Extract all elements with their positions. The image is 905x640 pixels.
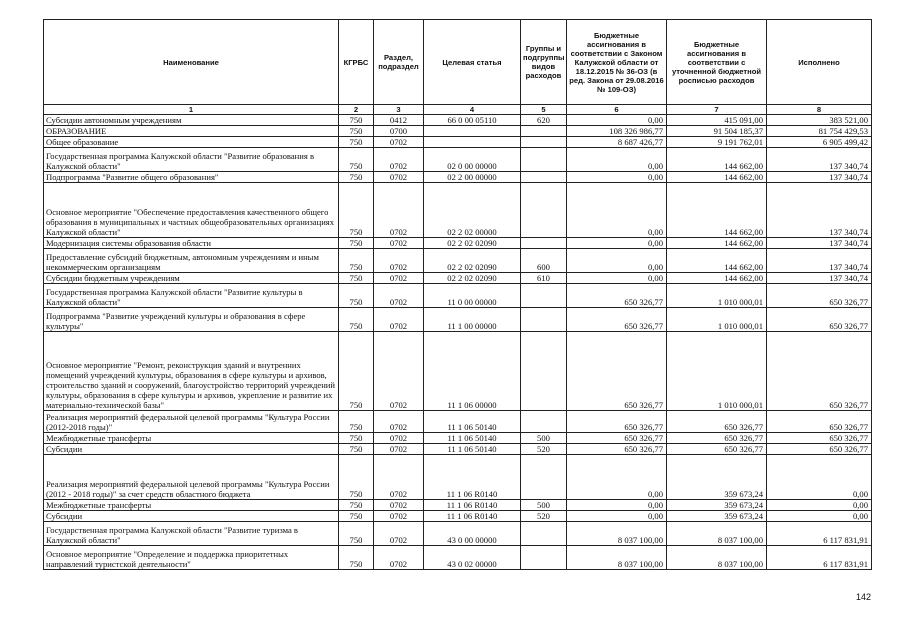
cell-updated: 1 010 000,01: [667, 308, 767, 332]
table-row: [44, 148, 872, 172]
cell-done: 650 326,77: [767, 332, 872, 411]
column-number: 4: [424, 105, 521, 115]
column-number: 7: [667, 105, 767, 115]
cell-target: 11 1 06 00000: [424, 332, 521, 411]
cell-section: 0702: [374, 332, 424, 411]
cell-group: 520: [521, 511, 567, 522]
header-section: Раздел, подраздел: [374, 20, 424, 105]
cell-updated: 8 037 100,00: [667, 546, 767, 570]
cell-updated: 144 662,00: [667, 249, 767, 273]
cell-updated: 650 326,77: [667, 411, 767, 433]
cell-updated: 9 191 762,01: [667, 137, 767, 148]
cell-budget: 0,00: [567, 273, 667, 284]
cell-done: 650 326,77: [767, 433, 872, 444]
cell-updated: 359 673,24: [667, 511, 767, 522]
cell-done: 0,00: [767, 500, 872, 511]
budget-table: [43, 19, 872, 570]
cell-section: 0702: [374, 455, 424, 500]
cell-name: Основное мероприятие "Ремонт, реконструкция зданий и внутренних помещений учреждений культуры, образования в сфере культуры и архивов, строительство зданий и сооружений, благоустройство территорий учреждений культуры, образования в сфере культуры и архивов, укрепление и развитие их материально-технической базы": [44, 332, 339, 411]
cell-updated: 650 326,77: [667, 444, 767, 455]
cell-group: 500: [521, 500, 567, 511]
table-header: [44, 20, 872, 115]
cell-group: [521, 284, 567, 308]
cell-section: 0702: [374, 500, 424, 511]
cell-name: Подпрограмма "Развитие учреждений культуры и образования в сфере культуры": [44, 308, 339, 332]
cell-kgrbs: 750: [339, 546, 374, 570]
cell-name: Субсидии: [44, 444, 339, 455]
table-row: [44, 455, 872, 500]
cell-target: 11 1 06 R0140: [424, 511, 521, 522]
table-row: [44, 500, 872, 511]
cell-done: 650 326,77: [767, 284, 872, 308]
cell-done: 137 340,74: [767, 183, 872, 238]
cell-budget: 650 326,77: [567, 332, 667, 411]
cell-group: [521, 522, 567, 546]
cell-kgrbs: 750: [339, 126, 374, 137]
table-row: [44, 238, 872, 249]
cell-name: Межбюджетные трансферты: [44, 433, 339, 444]
cell-done: 0,00: [767, 511, 872, 522]
cell-kgrbs: 750: [339, 115, 374, 126]
cell-updated: 415 091,00: [667, 115, 767, 126]
cell-section: 0702: [374, 148, 424, 172]
table-row: [44, 308, 872, 332]
cell-updated: 144 662,00: [667, 183, 767, 238]
cell-group: [521, 455, 567, 500]
cell-updated: 144 662,00: [667, 273, 767, 284]
cell-group: 600: [521, 249, 567, 273]
cell-section: 0702: [374, 284, 424, 308]
cell-done: 137 340,74: [767, 148, 872, 172]
column-number: 2: [339, 105, 374, 115]
cell-target: 43 0 02 00000: [424, 546, 521, 570]
cell-group: [521, 126, 567, 137]
cell-budget: 0,00: [567, 500, 667, 511]
cell-updated: 1 010 000,01: [667, 332, 767, 411]
cell-group: [521, 183, 567, 238]
cell-group: 500: [521, 433, 567, 444]
cell-kgrbs: 750: [339, 522, 374, 546]
column-number: 5: [521, 105, 567, 115]
cell-done: 6 117 831,91: [767, 546, 872, 570]
table-row: [44, 332, 872, 411]
cell-section: 0702: [374, 137, 424, 148]
header-budget: Бюджетные ассигнования в соответствии с Законом Калужской области от 18.12.2015 № 36-ОЗ (в ред. Закона от 29.08.2016 № 109-ОЗ): [567, 20, 667, 105]
cell-kgrbs: 750: [339, 455, 374, 500]
cell-group: [521, 238, 567, 249]
cell-target: 11 1 00 00000: [424, 308, 521, 332]
cell-target: 11 1 06 R0140: [424, 455, 521, 500]
cell-section: 0702: [374, 308, 424, 332]
header-done: Исполнено: [767, 20, 872, 105]
table-row: [44, 444, 872, 455]
cell-name: Реализация мероприятий федеральной целевой программы "Культура России (2012-2018 годы)": [44, 411, 339, 433]
cell-budget: 650 326,77: [567, 411, 667, 433]
cell-budget: 650 326,77: [567, 308, 667, 332]
cell-budget: 650 326,77: [567, 433, 667, 444]
table-row: [44, 183, 872, 238]
cell-budget: 108 326 986,77: [567, 126, 667, 137]
cell-target: 66 0 00 05110: [424, 115, 521, 126]
cell-budget: 0,00: [567, 172, 667, 183]
table-row: [44, 137, 872, 148]
cell-kgrbs: 750: [339, 411, 374, 433]
cell-kgrbs: 750: [339, 284, 374, 308]
cell-updated: 650 326,77: [667, 433, 767, 444]
cell-kgrbs: 750: [339, 500, 374, 511]
cell-section: 0702: [374, 411, 424, 433]
cell-group: [521, 308, 567, 332]
cell-section: 0702: [374, 249, 424, 273]
cell-done: 0,00: [767, 455, 872, 500]
cell-updated: 144 662,00: [667, 148, 767, 172]
cell-done: 650 326,77: [767, 444, 872, 455]
table-row: [44, 546, 872, 570]
cell-updated: 144 662,00: [667, 172, 767, 183]
cell-section: 0702: [374, 238, 424, 249]
table-row: [44, 126, 872, 137]
header-kgrbs: КГРБС: [339, 20, 374, 105]
cell-group: [521, 411, 567, 433]
header-target: Целевая статья: [424, 20, 521, 105]
cell-name: Государственная программа Калужской области "Развитие туризма в Калужской области": [44, 522, 339, 546]
cell-budget: 650 326,77: [567, 444, 667, 455]
cell-target: 02 0 00 00000: [424, 148, 521, 172]
cell-kgrbs: 750: [339, 249, 374, 273]
cell-budget: 0,00: [567, 148, 667, 172]
cell-budget: 8 037 100,00: [567, 522, 667, 546]
page-number: 142: [855, 592, 871, 602]
cell-updated: 359 673,24: [667, 500, 767, 511]
table-row: [44, 433, 872, 444]
cell-group: [521, 172, 567, 183]
cell-name: Государственная программа Калужской области "Развитие образования в Калужской области": [44, 148, 339, 172]
cell-budget: 0,00: [567, 238, 667, 249]
table-row: [44, 284, 872, 308]
cell-section: 0702: [374, 433, 424, 444]
header-groups: Группы и подгруппы видов расходов: [521, 20, 567, 105]
cell-group: 620: [521, 115, 567, 126]
cell-target: 02 2 02 02090: [424, 249, 521, 273]
cell-target: [424, 126, 521, 137]
cell-section: 0702: [374, 546, 424, 570]
cell-target: 11 0 00 00000: [424, 284, 521, 308]
table-row: [44, 522, 872, 546]
cell-name: Реализация мероприятий федеральной целевой программы "Культура России (2012 - 2018 годы)" за счет средств областного бюджета: [44, 455, 339, 500]
cell-group: [521, 148, 567, 172]
cell-target: 02 2 02 02090: [424, 238, 521, 249]
cell-done: 81 754 429,53: [767, 126, 872, 137]
cell-name: Субсидии бюджетным учреждениям: [44, 273, 339, 284]
cell-kgrbs: 750: [339, 183, 374, 238]
cell-updated: 1 010 000,01: [667, 284, 767, 308]
cell-target: 43 0 00 00000: [424, 522, 521, 546]
column-number: 3: [374, 105, 424, 115]
cell-updated: 359 673,24: [667, 455, 767, 500]
cell-budget: 0,00: [567, 455, 667, 500]
cell-kgrbs: 750: [339, 172, 374, 183]
header-name: Наименование: [44, 20, 339, 105]
cell-budget: 8 037 100,00: [567, 546, 667, 570]
cell-done: 6 117 831,91: [767, 522, 872, 546]
cell-updated: 8 037 100,00: [667, 522, 767, 546]
cell-section: 0702: [374, 273, 424, 284]
cell-section: 0702: [374, 183, 424, 238]
cell-kgrbs: 750: [339, 273, 374, 284]
cell-section: 0700: [374, 126, 424, 137]
cell-kgrbs: 750: [339, 511, 374, 522]
cell-done: 650 326,77: [767, 411, 872, 433]
cell-budget: 650 326,77: [567, 284, 667, 308]
column-number: 6: [567, 105, 667, 115]
cell-done: 137 340,74: [767, 238, 872, 249]
cell-group: [521, 546, 567, 570]
cell-name: Государственная программа Калужской области "Развитие культуры в Калужской области": [44, 284, 339, 308]
table-row: [44, 273, 872, 284]
cell-target: 11 1 06 50140: [424, 433, 521, 444]
column-number: 1: [44, 105, 339, 115]
cell-group: 610: [521, 273, 567, 284]
cell-section: 0702: [374, 522, 424, 546]
cell-budget: 0,00: [567, 249, 667, 273]
cell-kgrbs: 750: [339, 444, 374, 455]
cell-kgrbs: 750: [339, 332, 374, 411]
cell-name: Межбюджетные трансферты: [44, 500, 339, 511]
cell-kgrbs: 750: [339, 137, 374, 148]
table-row: [44, 411, 872, 433]
cell-target: 11 1 06 50140: [424, 444, 521, 455]
cell-name: Субсидии: [44, 511, 339, 522]
cell-section: 0702: [374, 444, 424, 455]
header-updated: Бюджетные ассигнования в соответствии с уточненной бюджетной росписью расходов: [667, 20, 767, 105]
cell-name: ОБРАЗОВАНИЕ: [44, 126, 339, 137]
cell-kgrbs: 750: [339, 433, 374, 444]
cell-group: [521, 137, 567, 148]
cell-done: 650 326,77: [767, 308, 872, 332]
cell-group: [521, 332, 567, 411]
cell-group: 520: [521, 444, 567, 455]
cell-name: Общее образование: [44, 137, 339, 148]
cell-updated: 144 662,00: [667, 238, 767, 249]
cell-kgrbs: 750: [339, 238, 374, 249]
cell-target: 02 2 02 02090: [424, 273, 521, 284]
column-number: 8: [767, 105, 872, 115]
cell-updated: 91 504 185,37: [667, 126, 767, 137]
cell-target: 02 2 00 00000: [424, 172, 521, 183]
cell-target: 02 2 02 00000: [424, 183, 521, 238]
cell-name: Предоставление субсидий бюджетным, автономным учреждениям и иным некоммерческим организациям: [44, 249, 339, 273]
cell-section: 0702: [374, 511, 424, 522]
cell-target: 11 1 06 50140: [424, 411, 521, 433]
table-row: [44, 172, 872, 183]
table-row: [44, 115, 872, 126]
cell-target: [424, 137, 521, 148]
cell-budget: 8 687 426,77: [567, 137, 667, 148]
cell-budget: 0,00: [567, 115, 667, 126]
cell-done: 137 340,74: [767, 249, 872, 273]
cell-name: Подпрограмма "Развитие общего образования": [44, 172, 339, 183]
cell-name: Основное мероприятие "Обеспечение предоставления качественного общего образования в муниципальных и частных общеобразовательных организациях Калужской области": [44, 183, 339, 238]
cell-section: 0702: [374, 172, 424, 183]
table-row: [44, 511, 872, 522]
cell-section: 0412: [374, 115, 424, 126]
cell-done: 383 521,00: [767, 115, 872, 126]
cell-name: Субсидии автономным учреждениям: [44, 115, 339, 126]
cell-done: 137 340,74: [767, 273, 872, 284]
cell-kgrbs: 750: [339, 308, 374, 332]
cell-name: Модернизация системы образования области: [44, 238, 339, 249]
cell-done: 6 905 499,42: [767, 137, 872, 148]
cell-budget: 0,00: [567, 511, 667, 522]
table-row: [44, 249, 872, 273]
cell-target: 11 1 06 R0140: [424, 500, 521, 511]
cell-budget: 0,00: [567, 183, 667, 238]
cell-kgrbs: 750: [339, 148, 374, 172]
cell-done: 137 340,74: [767, 172, 872, 183]
cell-name: Основное мероприятие "Определение и поддержка приоритетных направлений туристской деятельности": [44, 546, 339, 570]
table-body: [44, 115, 872, 570]
